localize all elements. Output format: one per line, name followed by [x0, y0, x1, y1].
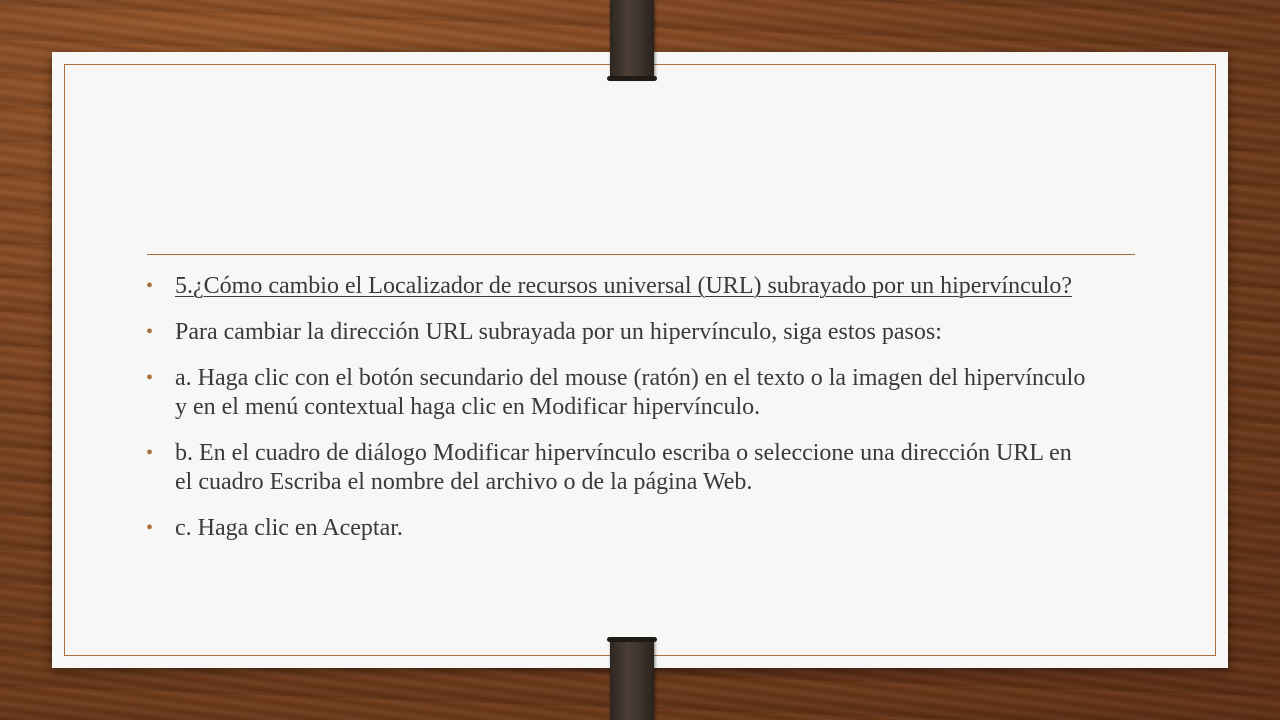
bullet-text-intro: Para cambiar la dirección URL subrayada por un hipervínculo, siga estos pasos:: [175, 319, 942, 345]
bullet-item-step-c: [146, 514, 1086, 543]
title-divider-line: [147, 254, 1135, 255]
bullet-item-step-b: [146, 439, 1086, 497]
bullet-dot-icon: •: [146, 367, 154, 389]
bullet-item-intro: [146, 318, 1086, 347]
bullet-dot-icon: •: [146, 442, 154, 464]
bullet-text-step-c: c. Haga clic en Aceptar.: [175, 515, 403, 541]
question-link-text[interactable]: 5.¿Cómo cambio el Localizador de recursos universal (URL) subrayado por un hipervínculo?: [175, 273, 1073, 299]
bullet-list: [146, 272, 1086, 560]
top-strap-decoration: [610, 0, 654, 78]
bullet-item-question: [146, 272, 1086, 301]
bottom-strap-decoration: [610, 640, 654, 720]
bullet-item-step-a: [146, 364, 1086, 422]
bullet-dot-icon: •: [146, 275, 154, 297]
bullet-text-step-b: b. En el cuadro de diálogo Modificar hipervínculo escriba o seleccione una dirección URL en el cuadro Escriba el nombre del archivo o de la página Web.: [175, 440, 1072, 495]
bullet-dot-icon: •: [146, 321, 154, 343]
bullet-text-step-a: a. Haga clic con el botón secundario del mouse (ratón) en el texto o la imagen del hipervínculo y en el menú contextual haga clic en Modificar hipervínculo.: [175, 365, 1086, 420]
bullet-dot-icon: •: [146, 517, 154, 539]
